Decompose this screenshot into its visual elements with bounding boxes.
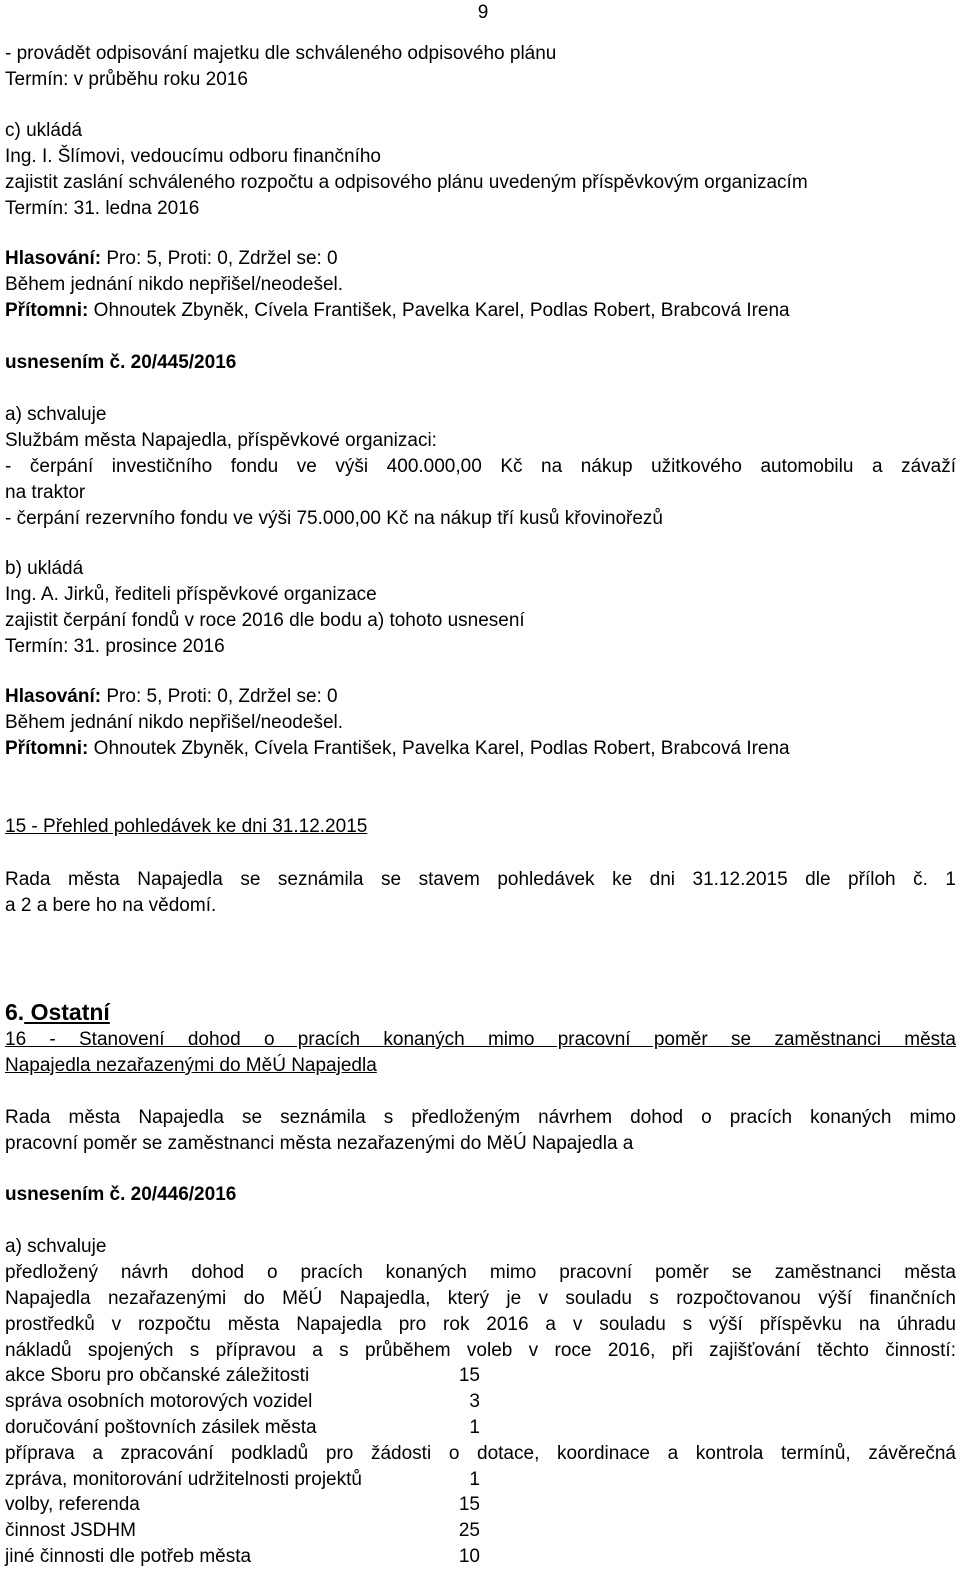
deadline-line: Termín: 31. prosince 2016: [5, 636, 225, 657]
text-line: - čerpání investičního fondu ve výši 400.000,00 Kč na nákup užitkového automobilu a závaží: [5, 456, 956, 477]
section-number: 6.: [5, 999, 25, 1025]
vote-label: Hlasování:: [5, 686, 102, 707]
activity-label: akce Sboru pro občanské záležitosti: [5, 1365, 310, 1386]
text-line: zajistit čerpání fondů v roce 2016 dle bodu a) tohoto usnesení: [5, 610, 525, 631]
absence-line: Během jednání nikdo nepřišel/neodešel.: [5, 712, 344, 733]
text-line: - provádět odpisování majetku dle schváleného odpisového plánu: [5, 43, 557, 64]
present-names: Ohnoutek Zbyněk, Cívela František, Pavelka Karel, Podlas Robert, Brabcová Irena: [88, 738, 790, 759]
activity-label: doručování poštovních zásilek města: [5, 1417, 317, 1438]
resolution-number: 20/446/2016: [125, 1184, 237, 1205]
text-line: Ing. A. Jirků, řediteli příspěvkové organizace: [5, 584, 377, 605]
present-label: Přítomni:: [5, 300, 89, 321]
section-b-label: b) ukládá: [5, 558, 84, 579]
activity-label: správa osobních motorových vozidel: [5, 1391, 313, 1412]
resolution-heading: [5, 352, 236, 374]
section-a-label: a) schvaluje: [5, 1236, 107, 1257]
item-heading: [5, 1029, 956, 1051]
vote-result: Pro: 5, Proti: 0, Zdržel se: 0: [101, 686, 338, 707]
activity-label: volby, referenda: [5, 1494, 140, 1515]
activity-count: 10: [458, 1546, 480, 1567]
activity-count: 25: [458, 1520, 480, 1541]
section-heading: [5, 999, 110, 1025]
deadline-line: Termín: v průběhu roku 2016: [5, 69, 248, 90]
text-line: Napajedla nezařazenými do MěÚ Napajedla, který je v souladu s rozpočtovanou výší finančních: [5, 1288, 956, 1309]
deadline-line: Termín: 31. ledna 2016: [5, 198, 200, 219]
vote-line: [5, 248, 338, 270]
text-line: prostředků v rozpočtu města Napajedla pro rok 2016 a v souladu s výší příspěvku na úhradu: [5, 1314, 956, 1335]
text-line: na traktor: [5, 482, 86, 503]
text-line: zajistit zaslání schváleného rozpočtu a odpisového plánu uvedeným příspěvkovým organizacím: [5, 172, 808, 193]
item-heading: 15 - Přehled pohledávek ke dni 31.12.2015: [5, 816, 368, 837]
text-line: nákladů spojených s přípravou a s průběhem voleb v roce 2016, při zajišťování těchto činností:: [5, 1340, 956, 1361]
text-line: Službám města Napajedla, příspěvkové organizaci:: [5, 430, 437, 451]
section-title: Ostatní: [24, 999, 110, 1025]
resolution-label: usnesením č.: [5, 352, 126, 373]
activity-count: 1: [469, 1469, 480, 1490]
text-line: Rada města Napajedla se seznámila se stavem pohledávek ke dni 31.12.2015 dle příloh č. 1: [5, 869, 956, 890]
text-line: předložený návrh dohod o pracích konaných mimo pracovní poměr se zaměstnanci města: [5, 1262, 956, 1283]
text-line: Rada města Napajedla se seznámila s předloženým návrhem dohod o pracích konaných mimo: [5, 1107, 956, 1128]
present-line: [5, 738, 790, 760]
item-heading-line1: 16 - Stanovení dohod o pracích konaných mimo pracovní poměr se zaměstnanci města: [5, 1029, 956, 1050]
text-line: - čerpání rezervního fondu ve výši 75.000,00 Kč na nákup tří kusů křovinořezů: [5, 508, 663, 529]
section-c-label: c) ukládá: [5, 120, 83, 141]
text-line: a 2 a bere ho na vědomí.: [5, 895, 217, 916]
activity-count: 15: [458, 1365, 480, 1386]
text-line: Ing. I. Šlímovi, vedoucímu odboru finančního: [5, 146, 381, 167]
present-names: Ohnoutek Zbyněk, Cívela František, Pavelka Karel, Podlas Robert, Brabcová Irena: [88, 300, 790, 321]
activity-label: činnost JSDHM: [5, 1520, 136, 1541]
activity-count: 3: [469, 1391, 480, 1412]
activity-count: 1: [469, 1417, 480, 1438]
resolution-number: 20/445/2016: [125, 352, 237, 373]
activity-count: 15: [458, 1494, 480, 1515]
absence-line: Během jednání nikdo nepřišel/neodešel.: [5, 274, 344, 295]
resolution-heading: [5, 1184, 236, 1206]
present-label: Přítomni:: [5, 738, 89, 759]
activity-label: jiné činnosti dle potřeb města: [5, 1546, 252, 1567]
present-line: [5, 300, 790, 322]
item-heading-line2: Napajedla nezařazenými do MěÚ Napajedla: [5, 1055, 377, 1076]
vote-result: Pro: 5, Proti: 0, Zdržel se: 0: [101, 248, 338, 269]
text-line: pracovní poměr se zaměstnanci města nezařazenými do MěÚ Napajedla a: [5, 1133, 634, 1154]
vote-label: Hlasování:: [5, 248, 102, 269]
activity-label: zpráva, monitorování udržitelnosti projektů: [5, 1469, 362, 1490]
section-a-label: a) schvaluje: [5, 404, 107, 425]
activity-label: příprava a zpracování podkladů pro žádosti o dotace, koordinace a kontrola termínů, závěrečná: [5, 1443, 956, 1464]
resolution-label: usnesením č.: [5, 1184, 126, 1205]
page-number: 9: [477, 2, 489, 23]
vote-line: [5, 686, 338, 708]
